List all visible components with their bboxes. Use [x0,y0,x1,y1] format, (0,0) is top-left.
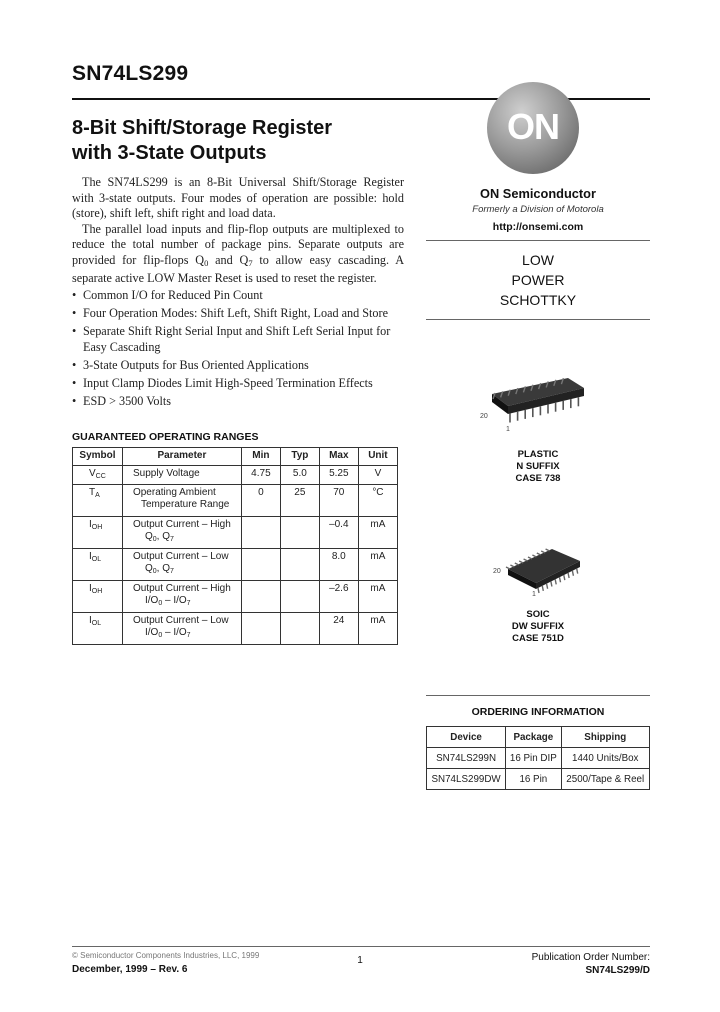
table-row [73,549,398,581]
symbol-sub: OL [91,556,102,563]
cell-unit: °C [358,485,397,517]
publication-code: SN74LS299/D [585,965,650,976]
cell-max: –2.6 [319,581,358,613]
cell-unit: mA [358,613,397,645]
feature-text: 3-State Outputs for Bus Oriented Applications [83,358,309,373]
soic-pin [515,563,519,565]
cell-unit: mA [358,549,397,581]
cell-max: 70 [319,485,358,517]
feature-text: ESD > 3500 Volts [83,394,172,409]
cell-parameter [122,466,241,485]
cell-parameter [122,581,241,613]
table-row [427,748,650,769]
dip-pin-20-label: 20 [480,413,488,420]
cell-parameter [122,549,241,581]
param-line-1: Supply Voltage [132,468,200,479]
intro-sub-0: 0 [204,257,209,268]
footer-rule [72,946,650,947]
table-header-row [73,448,398,466]
soic-line-3: CASE 751D [512,633,564,644]
publication-label: Publication Order Number: [531,952,650,963]
cell-symbol [73,517,123,549]
param-2-sub-a: 0 [158,600,163,607]
header-device: Device [427,727,506,748]
soic-pin [546,549,550,551]
title-line-2: with 3-State Outputs [72,142,267,164]
header-max: Max [319,448,358,466]
param-2-text: Q [144,563,153,574]
param-2-sub-a: 0 [158,632,163,639]
param-2-text: I/O [144,595,159,606]
soic-pin [547,584,548,589]
header-unit: Unit [358,448,397,466]
param-2-text: I/O [144,627,159,638]
param-2-text: Q [144,531,153,542]
cell-parameter [122,485,241,517]
symbol-sub: OL [91,620,102,627]
logo-text: ON [507,106,559,147]
cell-typ [280,549,319,581]
cell-shipping: 1440 Units/Box [561,748,650,769]
table-row [73,581,398,613]
soic-pin [577,569,578,574]
cell-min [241,549,280,581]
header-shipping: Shipping [561,727,650,748]
bullet-icon: • [72,394,77,409]
cell-min: 4.75 [241,466,280,485]
operating-ranges-table [72,447,398,645]
param-2-mid: – I/O [162,627,187,638]
intro-paragraph-1: The SN74LS299 is an 8-Bit Universal Shift/Storage Register with 3-state outputs. Four modes of operation are possible: hold (store), shift left, shift right and load data. [72,175,404,220]
param-line-1: Output Current – Low [132,551,229,562]
soic-pin-1-label: 1 [532,591,536,597]
cell-typ: 25 [280,485,319,517]
param-2-sub-b: 7 [186,632,191,639]
soic-pin [555,579,556,584]
cell-parameter [122,613,241,645]
soic-package-image [490,543,590,597]
intro-text [72,175,404,287]
param-line-2 [133,627,191,638]
table-row [427,769,650,790]
soic-pin [537,553,541,555]
cell-min [241,581,280,613]
bullet-icon: • [72,324,77,339]
cell-unit: mA [358,581,397,613]
cell-max: 8.0 [319,549,358,581]
symbol-text: I [89,519,92,530]
cell-min [241,517,280,549]
param-2-mid: – I/O [162,595,187,606]
cell-device: SN74LS299DW [427,769,506,790]
intro-sub-7: 7 [248,257,253,268]
soic-pin-20-label: 20 [493,568,501,575]
divider [426,695,650,696]
symbol-text: V [89,468,96,479]
symbol-text: I [89,615,92,626]
param-line-2 [133,595,191,606]
table-row [73,613,398,645]
cell-device: SN74LS299N [427,748,506,769]
soic-pin [532,555,536,557]
intro-p2-c: to allow easy cascading. A separate active LOW Master Reset is used to reset the register. [72,252,404,285]
part-number: SN74LS299 [72,62,189,85]
feature-text: Four Operation Modes: Shift Left, Shift Right, Load and Store [83,306,388,321]
table-header-row [427,727,650,748]
dip-line-2: N SUFFIX [516,461,560,472]
table-row [73,466,398,485]
param-2-text: Temperature Range [140,499,230,510]
soic-pin [528,557,532,559]
header-typ: Typ [280,448,319,466]
param-2-sub-a: 0 [152,536,157,543]
feature-text: Separate Shift Right Serial Input and Shift Left Serial Input for Easy Cascading [83,324,391,354]
soic-pin [564,575,565,580]
cell-typ [280,613,319,645]
param-2-sub-b: 7 [186,600,191,607]
cell-symbol [73,485,123,517]
soic-pin [510,565,514,567]
soic-pin [542,586,543,591]
dip-package-label [426,449,650,485]
operating-ranges-title: GUARANTEED OPERATING RANGES [72,431,259,443]
feature-item [72,394,412,410]
feature-item [72,288,412,304]
param-line-1: Output Current – Low [132,615,229,626]
cell-package: 16 Pin [506,769,561,790]
bullet-icon: • [72,288,77,302]
soic-pin [572,571,573,576]
feature-item [72,358,412,374]
dip-line-1: PLASTIC [517,449,559,460]
soic-pin [538,588,539,593]
soic-package-label [426,609,650,645]
copyright: © Semiconductor Components Industries, LLC, 1999 [72,951,260,960]
param-line-1: Operating Ambient [132,487,216,498]
feature-item [72,306,412,322]
soic-pin [524,559,528,561]
company-url[interactable]: http://onsemi.com [492,221,584,233]
feature-text: Common I/O for Reduced Pin Count [83,288,263,302]
symbol-sub: A [95,492,100,499]
revision-date: December, 1999 – Rev. 6 [72,964,188,975]
cell-typ [280,517,319,549]
param-2-sub-b: 7 [170,568,174,575]
param-line-2 [133,531,174,542]
symbol-text: T [89,487,96,498]
cell-min [241,613,280,645]
symbol-text: I [89,583,92,594]
soic-pin [541,551,545,553]
feature-item [72,376,412,392]
cell-unit: mA [358,517,397,549]
table-row [73,485,398,517]
family-line-3: SCHOTTKY [499,292,577,308]
page-number: 1 [357,955,363,966]
header-parameter: Parameter [122,448,241,466]
cell-max: 5.25 [319,466,358,485]
ordering-info-table [426,726,650,790]
cell-max: 24 [319,613,358,645]
ordering-info-title: ORDERING INFORMATION [471,706,605,718]
cell-max: –0.4 [319,517,358,549]
dip-line-3: CASE 738 [515,473,561,484]
header-symbol: Symbol [73,448,123,466]
dip-pin-1-label: 1 [506,426,510,432]
symbol-text: I [89,551,92,562]
cell-package: 16 Pin DIP [506,748,561,769]
symbol-sub: CC [95,473,106,480]
company-name: ON Semiconductor [480,186,596,201]
divider [426,240,650,241]
bullet-icon: • [72,358,77,373]
soic-pin [551,582,552,587]
divider [426,319,650,320]
family-line-2: POWER [511,272,565,288]
cell-parameter [122,517,241,549]
feature-list [72,288,412,413]
dip-package-image [480,372,590,432]
table-row [73,517,398,549]
cell-unit: V [358,466,397,485]
cell-symbol [73,581,123,613]
cell-typ: 5.0 [280,466,319,485]
param-2-mid: , Q [156,531,170,542]
feature-item [72,324,412,355]
header-package: Package [506,727,561,748]
cell-symbol [73,466,123,485]
param-line-2 [133,563,174,574]
bullet-icon: • [72,306,77,321]
soic-line-2: DW SUFFIX [511,621,565,632]
param-2-sub-a: 0 [152,568,157,575]
soic-line-1: SOIC [526,609,550,620]
symbol-sub: OH [91,524,103,531]
title-line-1: 8-Bit Shift/Storage Register [72,117,333,139]
param-line-2 [133,499,229,510]
soic-pin [506,567,510,569]
header-min: Min [241,448,280,466]
document-title [72,116,332,166]
cell-symbol [73,613,123,645]
cell-shipping: 2500/Tape & Reel [561,769,650,790]
soic-pin [519,561,523,563]
logic-family [426,250,650,310]
on-logo [487,82,579,174]
cell-symbol [73,549,123,581]
param-2-sub-b: 7 [170,536,174,543]
param-line-1: Output Current – High [132,519,231,530]
cell-typ [280,581,319,613]
cell-min: 0 [241,485,280,517]
family-line-1: LOW [522,252,554,268]
soic-pin [560,577,561,582]
symbol-sub: OH [91,588,103,595]
soic-pin [568,573,569,578]
company-tagline: Formerly a Division of Motorola [472,204,604,215]
param-2-mid: , Q [156,563,170,574]
feature-text: Input Clamp Diodes Limit High-Speed Termination Effects [83,376,373,391]
intro-p2-a: The parallel load inputs and flip-flop outputs are multiplexed to reduce the total number of package pins. Separate outputs are provided for flip-flops Q [72,221,404,267]
param-line-1: Output Current – High [132,583,231,594]
intro-p2-b: and Q [208,252,249,267]
bullet-icon: • [72,376,77,391]
intro-paragraph-2 [72,222,404,287]
